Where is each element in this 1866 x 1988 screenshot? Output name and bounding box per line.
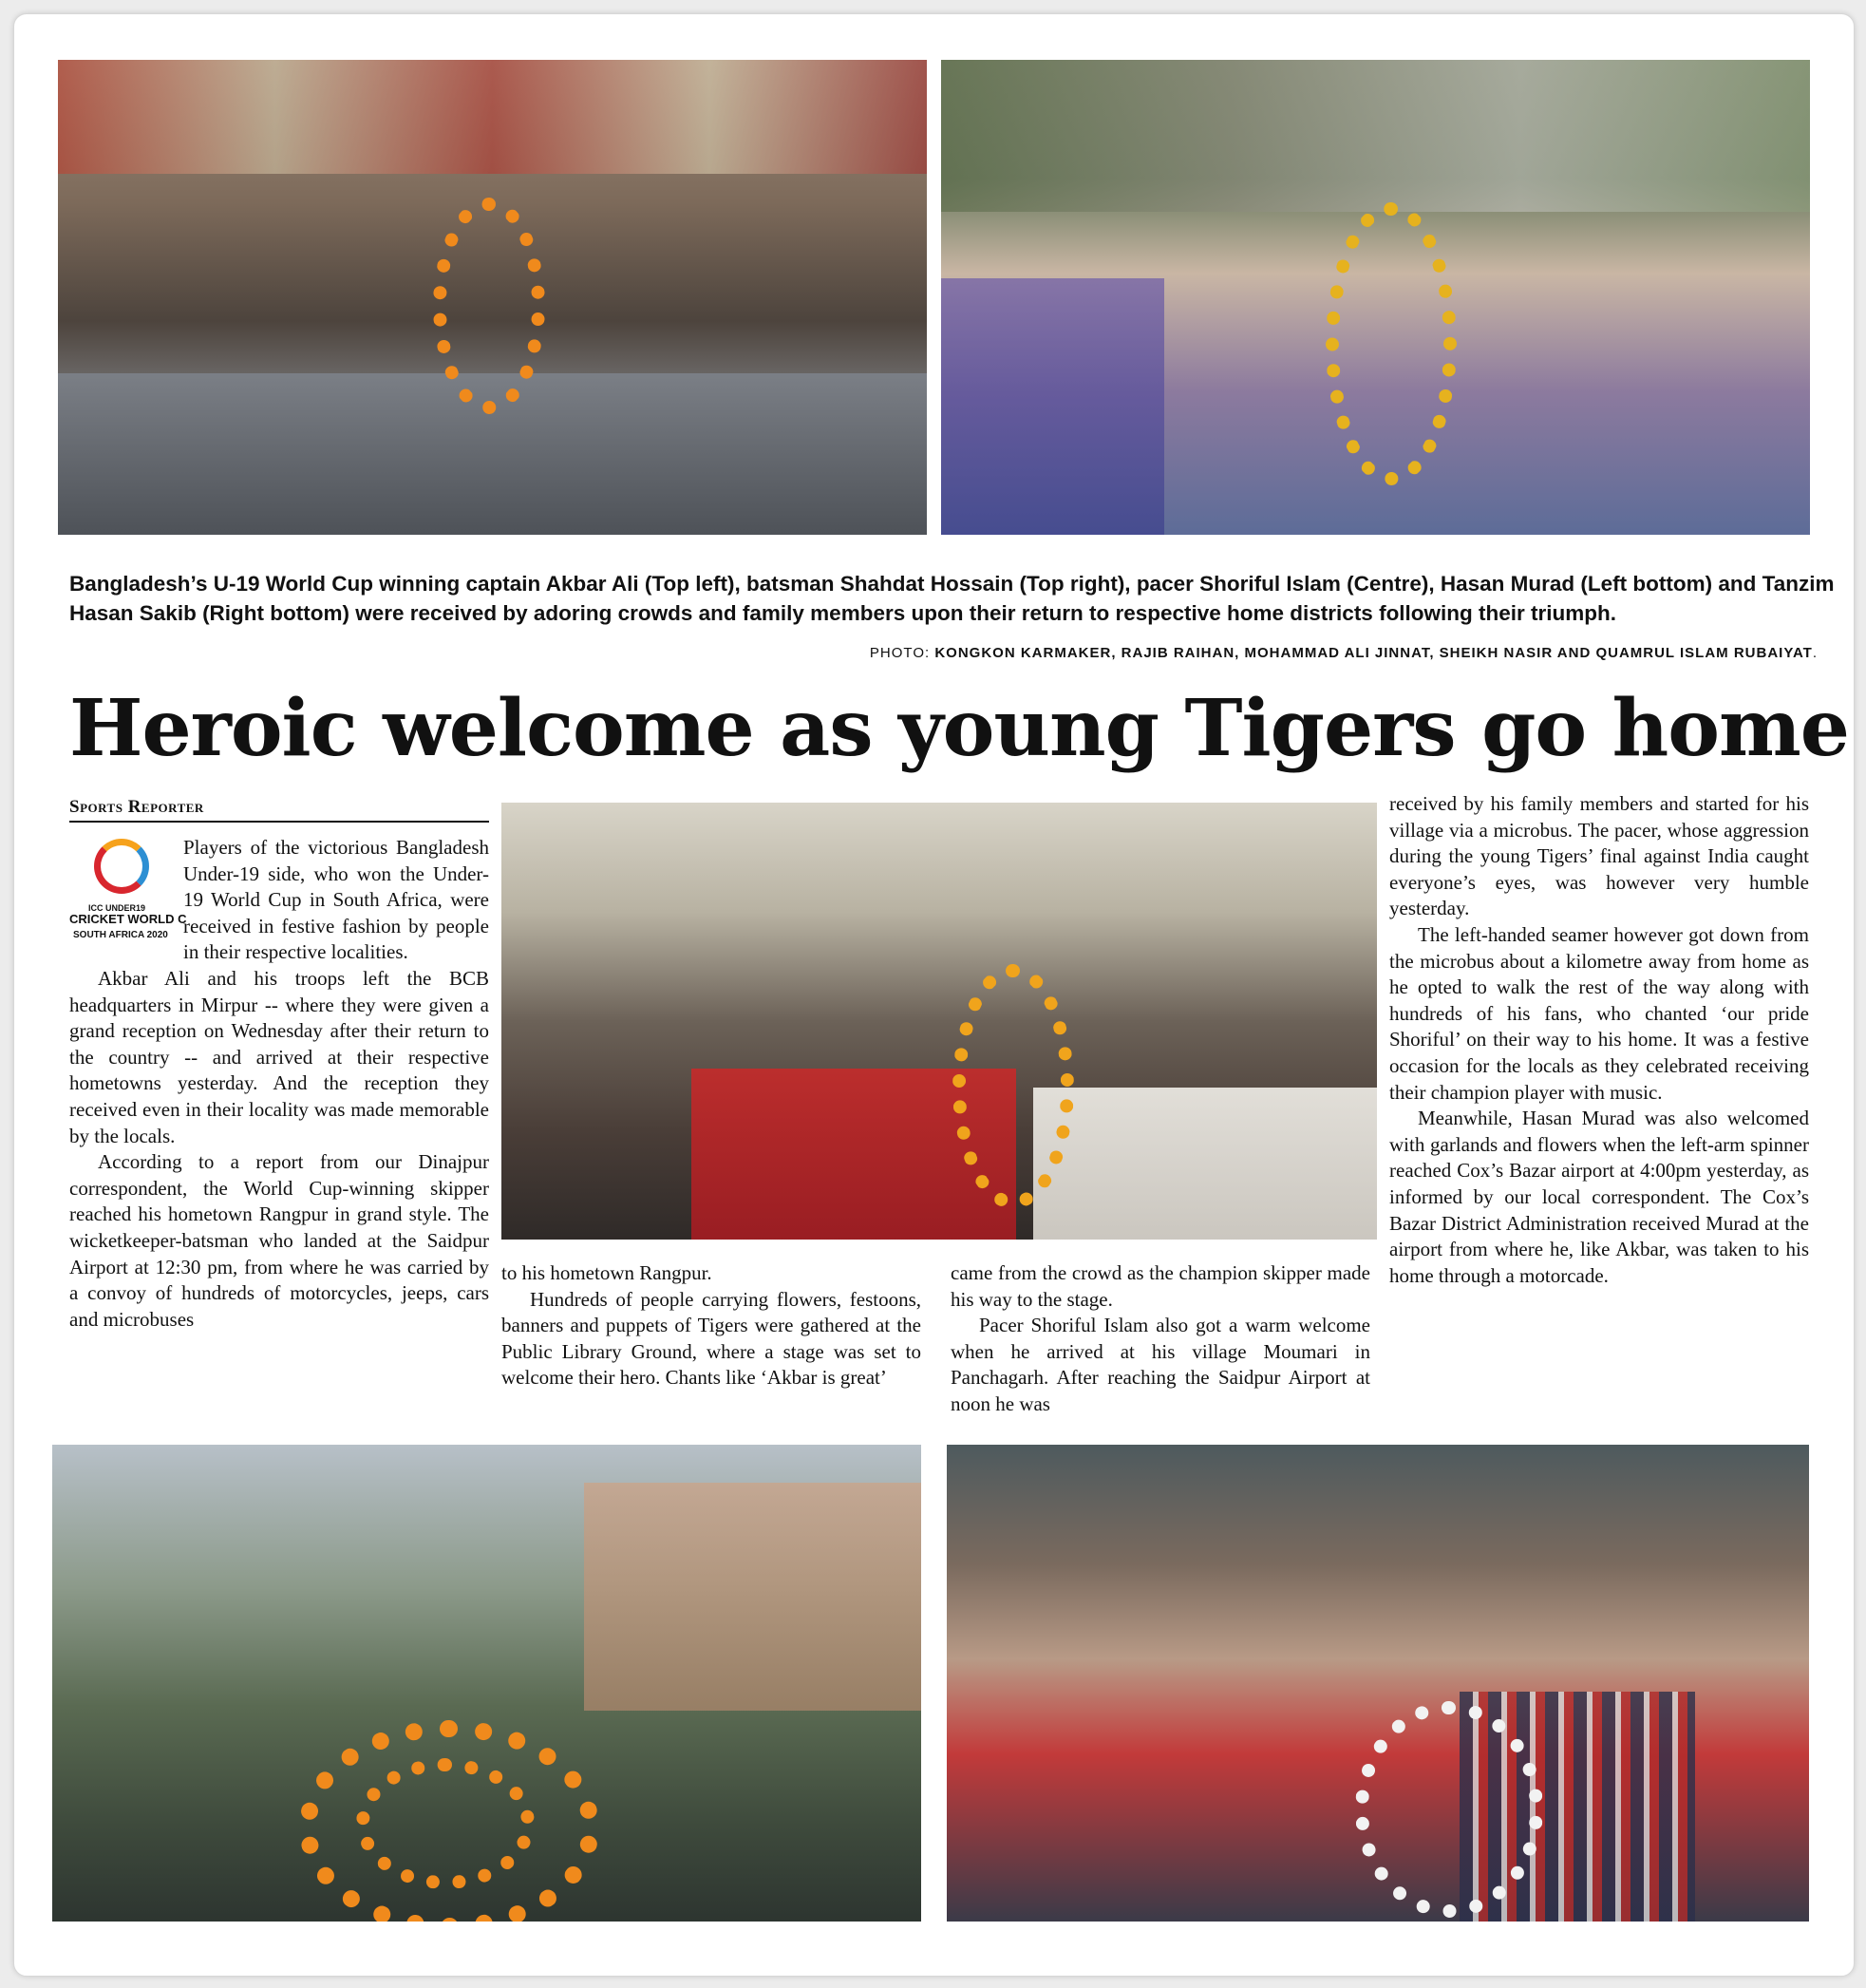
byline: Sports Reporter	[69, 797, 489, 823]
paragraph: Players of the victorious Bangladesh Under-19 side, who won the Under-19 World Cup in South Africa, were received in festive fashion by people in their respective localities.	[183, 836, 489, 964]
photo-credit-end: .	[1812, 645, 1818, 661]
paragraph: Pacer Shoriful Islam also got a warm welcome when he arrived at his village Moumari in Panchagarh. After reaching the Saidpur Airport at noon he was	[951, 1314, 1370, 1415]
article-column-4	[1389, 791, 1809, 1289]
photo-caption: Bangladesh’s U-19 World Cup winning captain Akbar Ali (Top left), batsman Shahdat Hossain (Top right), pacer Shoriful Islam (Centre), Hasan Murad (Left bottom) and Tanzim Hasan Sakib (Right bottom) were received by adoring crowds and family members upon their return to respective home districts following their triumph.	[69, 572, 1835, 625]
paragraph: to his hometown Rangpur.	[501, 1261, 712, 1284]
paragraph: received by his family members and started for his village via a microbus. The pacer, whose aggression during the young Tigers’ final against India caught everyone’s eyes, was however very humble yesterday.	[1389, 792, 1809, 920]
paragraph: came from the crowd as the champion skipper made his way to the stage.	[951, 1261, 1370, 1311]
headline: Heroic welcome as young Tigers go home	[69, 683, 1849, 774]
photo-tanzim-hasan-sakib	[947, 1445, 1809, 1922]
photo-credit-label: PHOTO:	[869, 645, 935, 661]
logo-swirl-icon	[94, 839, 149, 894]
photo-shoriful-islam	[501, 803, 1377, 1240]
logo-line-3: SOUTH AFRICA 2020	[73, 930, 168, 940]
photo-shahdat-hossain	[941, 60, 1810, 535]
paragraph: Meanwhile, Hasan Murad was also welcomed with garlands and flowers when the left-arm spinner reached Cox’s Bazar airport at 4:00pm yesterday, as informed by our local correspondent. The Cox’s Bazar District Administration received Murad at the airport from where he, like Akbar, was taken to his home through a motorcade.	[1389, 1107, 1809, 1287]
newspaper-page	[13, 13, 1855, 1977]
paragraph: The left-handed seamer however got down from the microbus about a kilometre away from home as he opted to walk the rest of the way along with hundreds of his fans, who chanted ‘our pride Shoriful’ on their way to his home. It was a festive occasion for the locals as they celebrated receiving their champion player with music.	[1389, 922, 1809, 1104]
photo-credit	[870, 645, 1818, 661]
article-column-1	[69, 835, 489, 1333]
paragraph: Akbar Ali and his troops left the BCB headquarters in Mirpur -- where they were given a grand reception on Wednesday after their return to the country -- and arrived at their respective hometowns yesterday. And the reception they received even in their locality was made memorable by the locals.	[69, 966, 489, 1147]
logo-line-1: ICC UNDER19	[88, 903, 146, 913]
photo-hasan-murad	[52, 1445, 921, 1922]
photo-akbar-ali	[58, 60, 927, 535]
logo-line-2: CRICKET WORLD C	[69, 912, 187, 926]
u19-world-cup-logo	[69, 837, 187, 940]
article-column-2	[501, 1260, 921, 1392]
article-column-3	[951, 1260, 1370, 1418]
paragraph: According to a report from our Dinajpur correspondent, the World Cup-winning skipper reached his hometown Rangpur in grand style. The wicketkeeper-batsman who landed at the Saidpur Airport at 12:30 pm, from where he was carried by a convoy of hundreds of motorcycles, jeeps, cars and microbuses	[69, 1150, 489, 1331]
paragraph: Hundreds of people carrying flowers, festoons, banners and puppets of Tigers were gathered at the Public Library Ground, where a stage was set to welcome their hero. Chants like ‘Akbar is great’	[501, 1287, 921, 1390]
photo-credit-names: KONGKON KARMAKER, RAJIB RAIHAN, MOHAMMAD ALI JINNAT, SHEIKH NASIR AND QUAMRUL ISLAM RUBAIYAT	[934, 645, 1813, 661]
